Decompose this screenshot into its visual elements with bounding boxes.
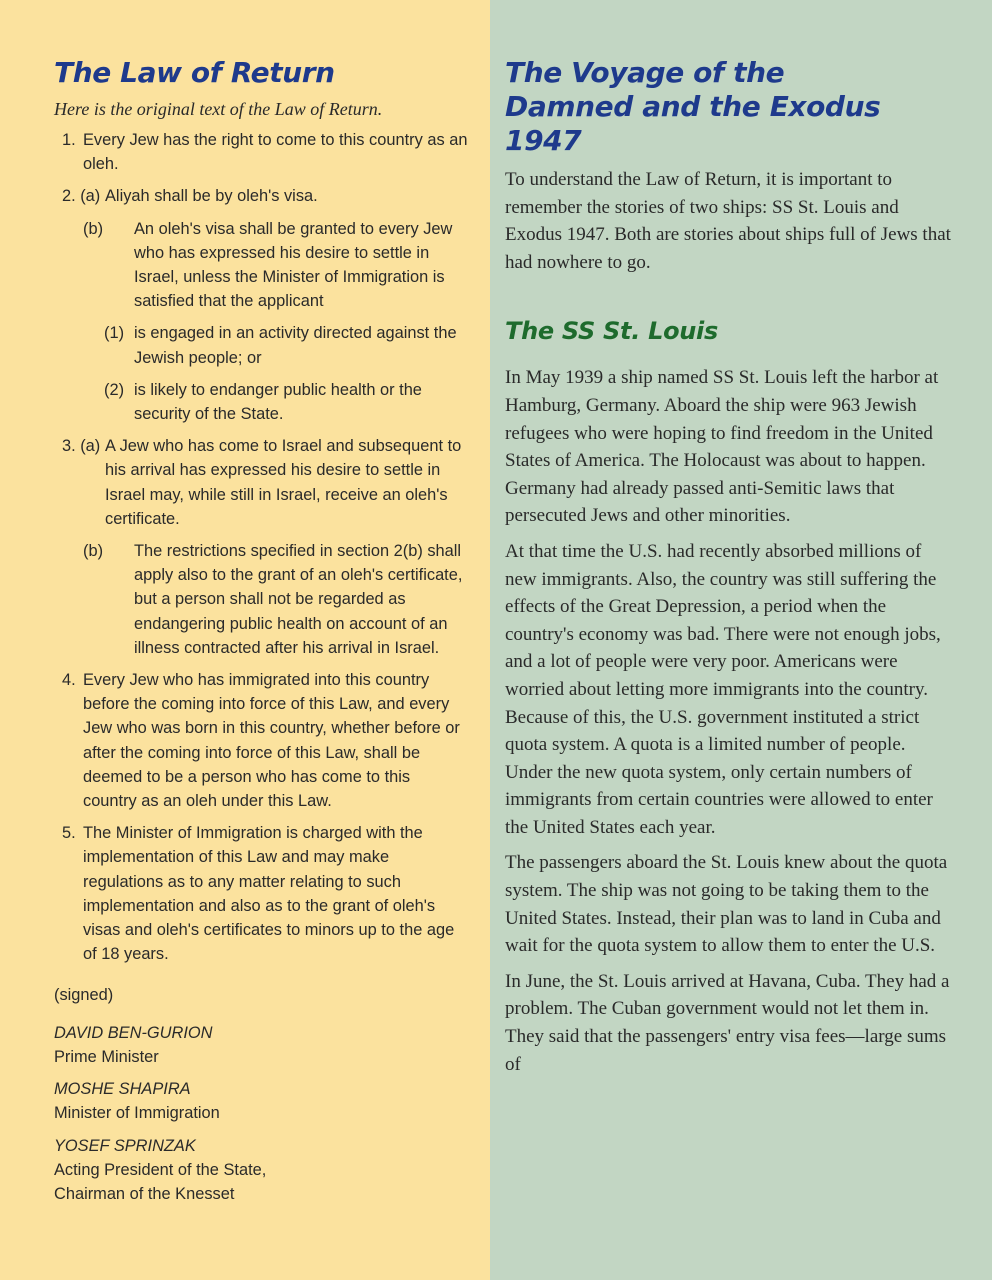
signatory-name: DAVID BEN-GURION	[54, 1023, 213, 1042]
item-text: A Jew who has come to Israel and subsequent to his arrival has expressed his desire to settle in Israel may, while still in Israel, receive an oleh's certificate.	[105, 437, 462, 528]
signatory-2	[54, 1077, 468, 1125]
law-item-2a	[54, 184, 468, 208]
signatory-title: Acting President of the State, Chairman of the Knesset	[54, 1160, 267, 1203]
right-title: The Voyage of the Damned and the Exodus 1947	[505, 56, 881, 157]
item-number: (b)	[83, 542, 104, 561]
right-intro: To understand the Law of Return, it is important to remember the stories of two ships: SS St. Louis and Exodus 1947. Both are stories about ships full of Jews that had nowhere to go.	[505, 169, 951, 273]
signatory-title: Minister of Immigration	[54, 1104, 220, 1123]
item-text: is likely to endanger public health or the security of the State.	[134, 380, 422, 424]
signed-label: (signed)	[54, 985, 114, 1004]
signatory-name: MOSHE SHAPIRA	[54, 1080, 191, 1099]
item-number: 3. (a)	[62, 437, 101, 456]
item-text: An oleh's visa shall be granted to every Jew who has expressed his desire to settle in Israel, unless the Minister of Immigration is satisfied that the applicant	[134, 219, 453, 311]
item-text: The restrictions specified in section 2(b) shall apply also to the grant of an oleh's certificate, but a person shall not be regarded as endangering public health on account of an illness contracted after his arrival in Israel.	[134, 542, 463, 657]
item-number: 5.	[62, 824, 76, 843]
law-item-3b	[83, 539, 468, 660]
paragraph-2: At that time the U.S. had recently absorbed millions of new immigrants. Also, the country was still suffering the effects of the Great Depression, a period when the country's economy was bad. There were not enough jobs, and a lot of people were very poor. Americans were worried about letting more immigrants into the country. Because of this, the U.S. government instituted a strict quota system. A quota is a limited number of people. Under the new quota system, only certain numbers of immigrants from certain countries were allowed to enter the United States each year.	[505, 540, 941, 838]
signatory-1	[54, 1021, 468, 1069]
item-number: 4.	[62, 671, 76, 690]
voyage-column	[490, 0, 992, 1280]
item-number: (b)	[83, 219, 104, 238]
law-item-2b	[83, 217, 468, 314]
law-text	[54, 128, 468, 1206]
left-intro: Here is the original text of the Law of Return.	[54, 99, 383, 119]
item-text: is engaged in an activity directed against the Jewish people; or	[134, 324, 457, 367]
item-text: Aliyah shall be by oleh's visa.	[105, 187, 318, 206]
law-item-5	[54, 821, 468, 966]
item-text: Every Jew who has immigrated into this country before the coming into force of this Law, and every Jew who was born in this country, whether before or after the coming into force of this Law, shall be deemed to be a person who has come to this country as an oleh under this Law.	[83, 671, 460, 811]
law-of-return-column	[0, 0, 490, 1280]
law-item-1	[54, 128, 468, 176]
paragraph-4: In June, the St. Louis arrived at Havana, Cuba. They had a problem. The Cuban government would not let them in. They said that the passengers' entry visa fees—large sums of	[505, 970, 950, 1075]
law-item-4	[54, 668, 468, 813]
left-title: The Law of Return	[54, 56, 335, 89]
item-number: (2)	[104, 380, 125, 399]
item-number: (1)	[104, 324, 125, 343]
item-text: The Minister of Immigration is charged with the implementation of this Law and may make regulations as to any matter relating to such implementation and also as to the grant of oleh's visas and oleh's certificates to minors up to the age of 18 years.	[83, 824, 455, 964]
law-item-2b1	[54, 321, 468, 369]
paragraph-3: The passengers aboard the St. Louis knew about the quota system. The ship was not going to be taking them to the United States. Instead, their plan was to land in Cuba and wait for the quota system to allow them to enter the U.S.	[505, 852, 948, 957]
signatory-3	[54, 1134, 468, 1207]
section-heading: The SS St. Louis	[505, 317, 718, 346]
item-text: Every Jew has the right to come to this country as an oleh.	[83, 131, 468, 174]
law-item-2b2	[54, 378, 468, 426]
item-number: 1.	[62, 131, 76, 149]
paragraph-1: In May 1939 a ship named SS St. Louis left the harbor at Hamburg, Germany. Aboard the ship were 963 Jewish refugees who were hoping to find freedom in the United States of America. The Holocaust was about to happen. Germany had already passed anti-Semitic laws that persecuted Jews and other minorities.	[505, 367, 939, 527]
law-item-3a	[54, 434, 468, 531]
signatory-title: Prime Minister	[54, 1047, 159, 1066]
signatory-name: YOSEF SPRINZAK	[54, 1136, 196, 1155]
item-number: 2. (a)	[62, 187, 101, 206]
